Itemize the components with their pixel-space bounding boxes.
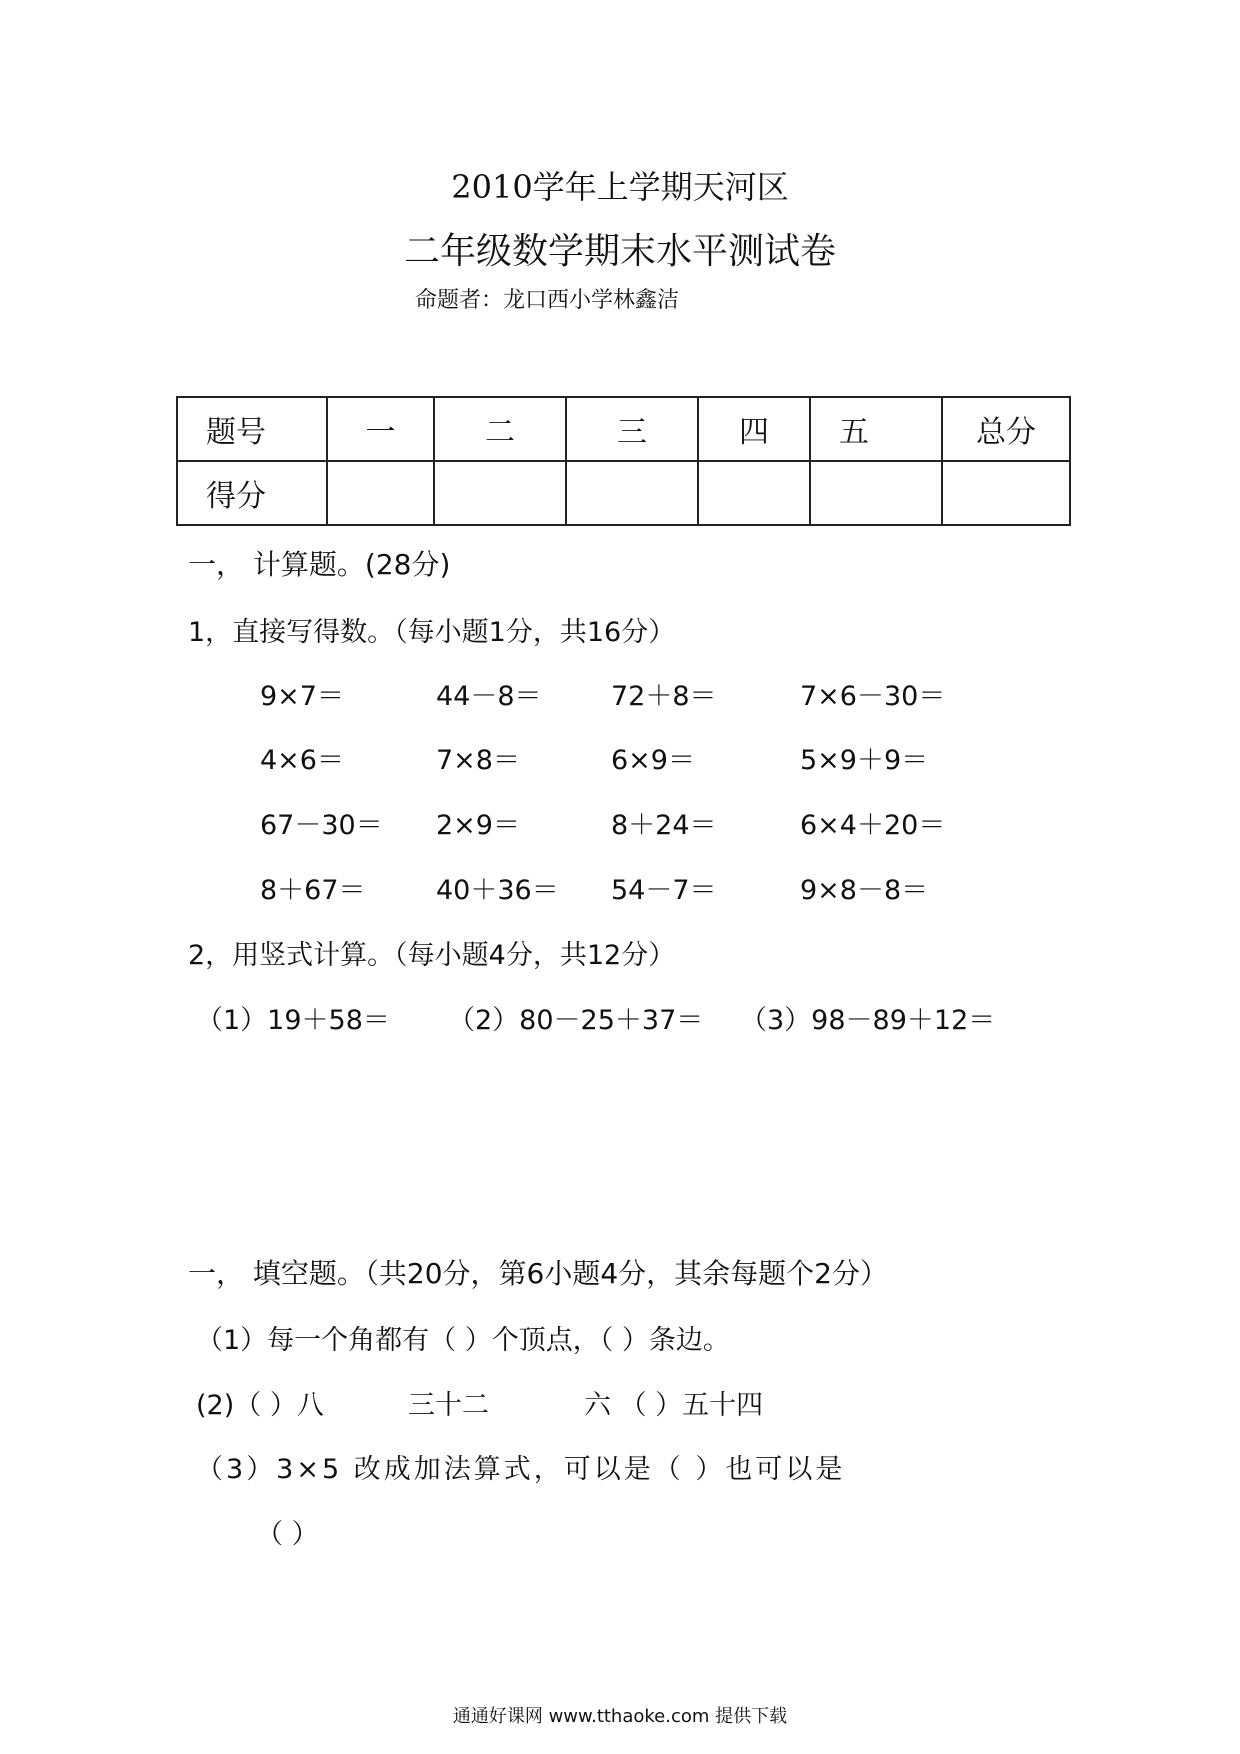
fill-blank-question-2b: 三十二 — [408, 1390, 489, 1421]
problem: 6×9＝ — [611, 745, 695, 776]
score-cell[interactable] — [566, 461, 698, 525]
problem: 67－30＝ — [260, 810, 383, 841]
problem: 4×6＝ — [260, 745, 344, 776]
fill-blank-question-2c: 六 （ ）五十四 — [584, 1390, 764, 1421]
problem: 9×8－8＝ — [800, 875, 929, 906]
score-table-cell: 题号 — [177, 397, 327, 461]
problem: 9×7＝ — [260, 681, 344, 712]
section1-heading: 一， 计算题。(28分) — [188, 548, 451, 581]
problem: 7×6－30＝ — [800, 681, 946, 712]
part1-heading: 1，直接写得数。（每小题1分，共16分） — [188, 617, 676, 648]
fill-blank-question-2a: (2)（ ）八 — [196, 1390, 324, 1421]
fill-blank-question-1: （1）每一个角都有（ ）个顶点，（ ）条边。 — [196, 1325, 730, 1356]
score-table-score-row — [177, 461, 1070, 525]
score-cell[interactable] — [810, 461, 942, 525]
problem: 6×4＋20＝ — [800, 810, 946, 841]
problem: 54－7＝ — [611, 875, 717, 906]
problem: 72＋8＝ — [611, 681, 717, 712]
score-table-cell: 五 — [810, 397, 942, 461]
fill-blank-question-3-cont: （ ） — [256, 1519, 319, 1550]
score-cell[interactable] — [698, 461, 810, 525]
score-table-cell: 三 — [566, 397, 698, 461]
author-line: 命题者：龙口西小学林鑫洁 — [415, 288, 680, 313]
score-row-label: 得分 — [177, 461, 327, 525]
problem: 2×9＝ — [436, 810, 520, 841]
part2-heading: 2，用竖式计算。（每小题4分，共12分） — [188, 940, 676, 971]
footer-text: 通通好课网 www.tthaoke.com 提供下载 — [452, 1706, 788, 1727]
score-cell[interactable] — [327, 461, 434, 525]
vertical-calc-problem: （3）98－89＋12＝ — [740, 1005, 996, 1036]
problem: 5×9＋9＝ — [800, 745, 929, 776]
score-cell[interactable] — [434, 461, 566, 525]
score-table-cell: 四 — [698, 397, 810, 461]
exam-title-line2: 二年级数学期末水平测试卷 — [403, 231, 836, 272]
score-table-cell: 一 — [327, 397, 434, 461]
section2-heading: 一， 填空题。（共20分，第6小题4分，其余每题个2分） — [188, 1257, 888, 1290]
exam-title-line1: 2010学年上学期天河区 — [451, 168, 789, 206]
problem: 8＋24＝ — [611, 810, 717, 841]
score-table-cell: 二 — [434, 397, 566, 461]
problem: 7×8＝ — [436, 745, 520, 776]
score-table-cell: 总分 — [942, 397, 1070, 461]
problem: 44－8＝ — [436, 681, 542, 712]
fill-blank-question-3: （3）3×5 改成加法算式，可以是（ ）也可以是 — [196, 1454, 846, 1485]
vertical-calc-problem: （2）80－25＋37＝ — [448, 1005, 704, 1036]
score-cell[interactable] — [942, 461, 1070, 525]
problem: 40＋36＝ — [436, 875, 559, 906]
score-table-header-row — [177, 397, 1070, 461]
problem: 8＋67＝ — [260, 875, 366, 906]
vertical-calc-problem: （1）19＋58＝ — [196, 1005, 390, 1036]
score-table — [176, 396, 1071, 526]
